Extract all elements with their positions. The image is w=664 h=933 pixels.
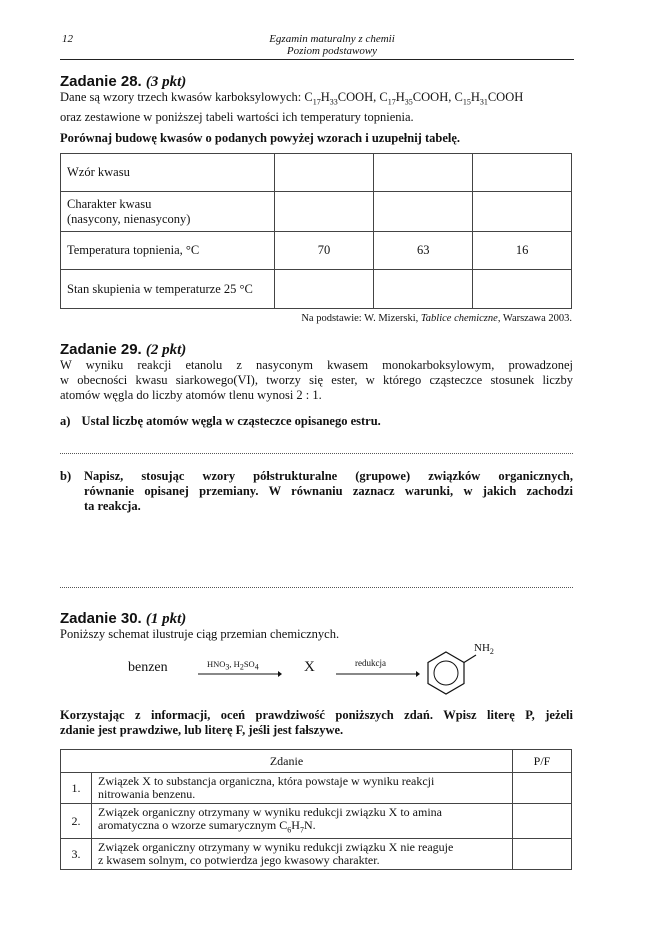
scheme-reduction-label: redukcja [355,658,386,668]
task-28-source: Na podstawie: W. Mizerski, Tablice chemiczne, Warszawa 2003. [301,313,572,324]
task-29b [60,469,573,514]
row-label-melting-point: Temperatura topnienia, °C [61,232,275,270]
task-29b-marker: b) [60,469,72,483]
scheme-arrow-nitration [198,670,282,678]
task-30-heading [60,610,186,628]
acid-formula-2: $C_{17}H_{35}COOH$ [379,90,449,107]
answer-line-29b[interactable] [60,587,573,588]
header-divider [60,59,574,60]
statement-number: 2. [61,804,92,839]
table-row [61,270,572,309]
column-header-statement: Zdanie [61,750,513,773]
answer-cell[interactable] [374,192,473,232]
table-row [61,154,572,192]
task-29-title: Zadanie 29. [60,341,142,358]
task-29a [60,414,381,429]
page-number: 12 [62,33,73,45]
table-row [61,232,572,270]
task-29-heading [60,341,186,359]
table-row [61,804,572,839]
melting-point-value: 70 [274,232,374,270]
task-30-title: Zadanie 30. [60,610,142,627]
answer-cell[interactable] [473,192,572,232]
answer-cell[interactable] [274,154,374,192]
task-29a-marker: a) [60,414,71,428]
column-header-pf: P/F [513,750,572,773]
page-header-title [0,33,664,57]
task-29-intro: W wyniku reakcji etanolu z nasyconym kwasem monokarboksylowym, prowadzonej w obecności kwasu siarkowego(VI), tworzy się ester, w którego cząsteczce stosunek liczby atomów węgla do liczby atomów tlenu wynosi 2 : 1. [60,358,573,402]
task-30-table [60,749,572,870]
amino-group-label: $NH_2$ [474,642,494,657]
answer-cell[interactable] [274,192,374,232]
task-28-table [60,153,572,309]
scheme-reactant: benzen [128,660,168,675]
statement-number: 1. [61,773,92,804]
statement-text: Związek organiczny otrzymany w wyniku redukcji związku X to amina aromatyczna o wzorze sumarycznym $C_6H_7N$. [92,804,513,839]
task-30-instruction: Korzystając z informacji, oceń prawdziwość poniższych zdań. Wpisz literę P, jeżeli zdanie jest prawdziwe, lub literę F, jeśli jest fałszywe. [60,708,573,737]
acid-formula-3: $C_{15}H_{31}COOH$ [454,90,524,107]
acid-formula-1: $C_{17}H_{33}COOH$ [304,90,374,107]
table-row [61,773,572,804]
table-row [61,192,572,232]
answer-cell[interactable] [274,270,374,309]
table-header-row [61,750,572,773]
row-label-formula: Wzór kwasu [61,154,275,192]
answer-line-29a[interactable] [60,453,573,454]
task-29b-text: Napisz, stosując wzory półstrukturalne (grupowe) związków organicznych, równanie opisanej przemiany. W równaniu zaznacz warunki, w jakich zachodzi ta reakcja. [84,469,573,513]
table-row [61,839,572,870]
scheme-reagents: $HNO_3$, $H_2SO_4$ [207,659,259,672]
statement-text: Związek organiczny otrzymany w wyniku redukcji związku X nie reaguje z kwasem solnym, co potwierdza jego kwasowy charakter. [92,839,513,870]
answer-cell[interactable] [374,270,473,309]
header-title-line2: Poziom podstawowy [286,45,378,57]
statement-number: 3. [61,839,92,870]
task-29a-text: Ustal liczbę atomów węgla w cząsteczce opisanego estru. [81,414,381,428]
row-label-character: Charakter kwasu (nasycony, nienasycony) [61,192,275,232]
task-30-points: (1 pkt) [145,611,187,627]
header-title-line1: Egzamin maturalny z chemii [269,33,395,45]
task-29-points: (2 pkt) [145,342,187,358]
task-30-intro: Poniższy schemat ilustruje ciąg przemian chemicznych. [60,627,340,641]
scheme-arrow-reduction [336,670,420,678]
scheme-intermediate: X [304,659,315,675]
answer-cell-pf[interactable] [513,804,572,839]
melting-point-value: 16 [473,232,572,270]
answer-cell-pf[interactable] [513,839,572,870]
task-28-points: (3 pkt) [145,74,187,90]
task-28-intro-line2: oraz zestawione w poniższej tabeli wartości ich temperatury topnienia. [60,109,414,124]
answer-cell[interactable] [473,270,572,309]
task-28-instruction: Porównaj budowę kwasów o podanych powyżej wzorach i uzupełnij tabelę. [60,131,461,145]
task-28-heading [60,73,186,91]
answer-cell[interactable] [374,154,473,192]
answer-cell[interactable] [473,154,572,192]
task-28-intro: Dane są wzory trzech kwasów karboksylowych: $C_{17}H_{33}COOH$, $C_{17}H_{35}COOH$, $C_{15}H_{31}COOH$ oraz zestawione w poniższej tabeli wartości ich temperatury topnienia. [60,90,524,124]
row-label-state: Stan skupienia w temperaturze 25 °C [61,270,275,309]
statement-text: Związek X to substancja organiczna, która powstaje w wyniku reakcji nitrowania benzenu. [92,773,513,804]
answer-cell-pf[interactable] [513,773,572,804]
task-28-title: Zadanie 28. [60,73,142,90]
melting-point-value: 63 [374,232,473,270]
task-28-intro-text: Dane są wzory trzech kwasów karboksylowych: [60,90,305,104]
